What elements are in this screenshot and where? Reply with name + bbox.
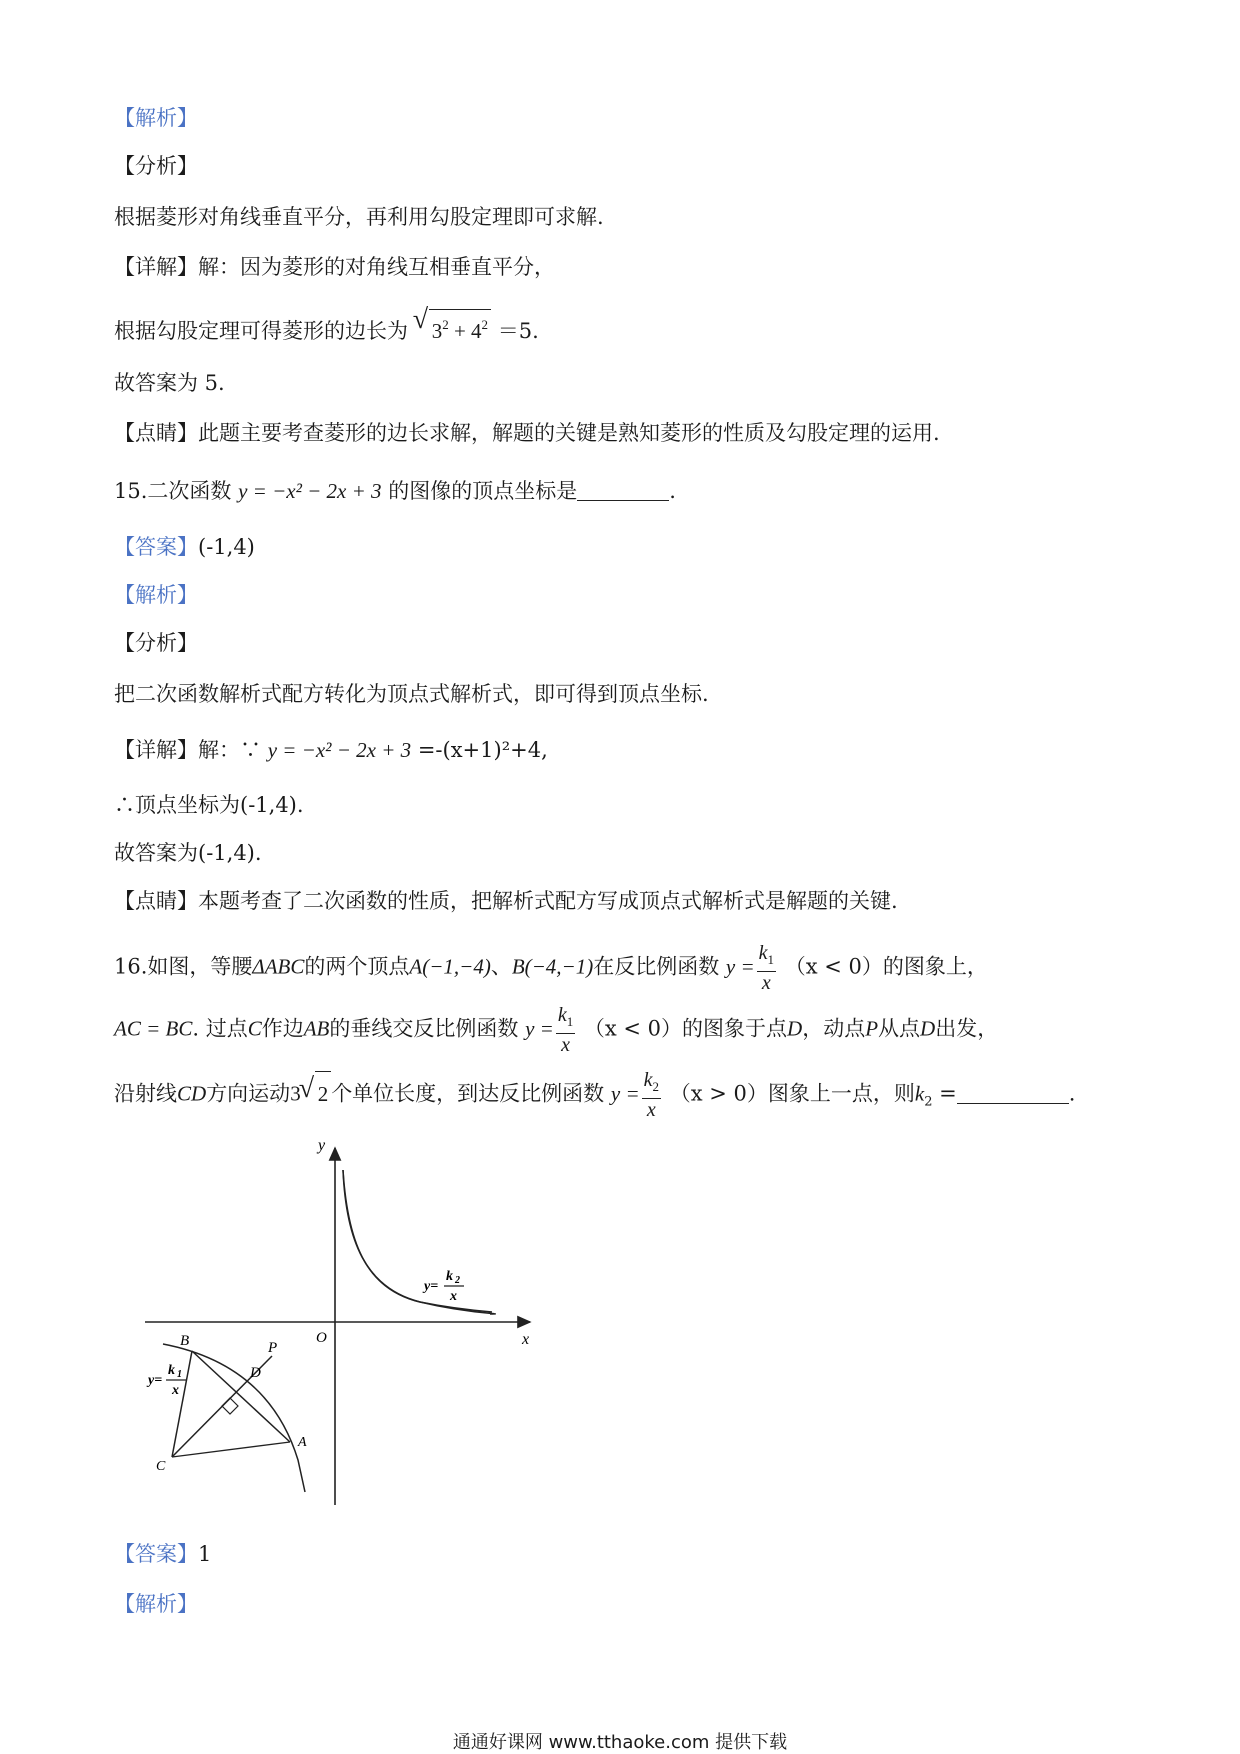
q16-answer [114,1539,211,1569]
q15-therefore: ∴顶点坐标为(-1,4). [114,793,304,817]
label-k2-sub: 2 [455,1275,460,1286]
q16-text: （x < 0）的图象于点 [583,1016,788,1041]
q15-fenxi-heading: 【分析】 [114,631,198,655]
q15-answer-label: 【答案】 [114,535,198,559]
q15-answer [114,532,255,562]
side-ca [172,1442,290,1457]
q16-line-3 [114,1069,1075,1125]
sqrt-expression: √ $3^2 + 4^2$ [415,309,491,346]
curve-k2 [343,1170,495,1314]
label-c: C [156,1459,166,1474]
jiexi-heading-1: 【解析】 [114,106,198,130]
q15-jiexi-heading: 【解析】 [114,583,198,607]
q15-answer-value: (-1,4) [198,535,255,559]
q16-point-b: B(−4,−1) [511,954,594,979]
label-k1: k [168,1363,175,1378]
label-y: y [318,1137,326,1154]
right-angle-mark [222,1398,238,1414]
q16-text: 个单位长度，到达反比例函数 [331,1081,605,1106]
q16-text: 出发， [935,1016,999,1041]
q16-text: （x < 0）的图象上， [784,954,988,979]
q16-text: . 过点 [192,1016,248,1041]
q15-xiangjie-formula: y = −x² − 2x + 3 [267,738,412,762]
q16-k-sub: 2 [924,1094,933,1110]
q16-point-d: D [787,1016,803,1041]
q15-fenxi-text: 把二次函数解析式配方转化为顶点式解析式，即可得到顶点坐标. [114,682,709,706]
label-x: x [522,1331,530,1348]
label-k2-eq: y= [424,1279,439,1294]
q16-y-eq: y = [725,954,755,979]
side-length-line [114,309,539,346]
q15-xiangjie-suffix: =-(x+1)²+4, [417,738,548,762]
page-footer: 通通好课网 www.tthaoke.com 提供下载 [452,1732,788,1753]
q16-frac-k1-2: $\frac{k_1}{x}$ [557,1004,574,1056]
q16-ac-bc: AC = BC [114,1016,193,1041]
q15-suffix: 的图像的顶点坐标是 [388,479,578,503]
label-o: O [316,1330,327,1346]
q16-coef: 3 [290,1081,301,1106]
xiangjie-text-1: 【详解】解：因为菱形的对角线互相垂直平分， [114,255,555,279]
label-k2-den: x [450,1289,457,1304]
q16-answer-value: 1 [198,1542,212,1566]
q16-line-1 [114,942,988,994]
fenxi-text-1: 根据菱形对角线垂直平分，再利用勾股定理即可求解. [114,205,604,229]
label-k2: k [446,1269,453,1284]
label-b: B [180,1333,190,1349]
label-p: P [268,1340,278,1356]
q16-text: 方向运动 [206,1081,291,1106]
q15-dianjing: 【点睛】本题考查了二次函数的性质，把解析式配方写成顶点式解析式是解题的关键. [114,889,898,913]
q16-equals: = [939,1081,957,1106]
q16-text: 在反比例函数 [593,954,720,979]
q16-k: k [914,1081,925,1106]
side-bc [172,1351,192,1457]
label-a: A [298,1435,307,1450]
q15-answer-blank [577,482,669,501]
label-k1-eq: y= [148,1373,163,1388]
q16-triangle: ΔABC [252,954,305,979]
q16-point-a: A(−1,−4) [409,954,491,979]
side-result: ＝5. [497,319,539,343]
label-d: D [250,1365,261,1381]
q16-text: 从点 [878,1016,921,1041]
q16-text: 16.如图，等腰 [114,954,253,979]
q16-side-ab: AB [303,1016,330,1041]
q15-prefix: 15.二次函数 [114,479,232,503]
q16-y-eq-3: y = [610,1081,640,1106]
q16-frac-k2: $\frac{k_2}{x}$ [643,1069,660,1121]
q16-text: （x > 0）图象上一点，则 [669,1081,915,1106]
q16-point-c: C [247,1016,262,1041]
side-ab [192,1351,290,1442]
q15-xiangjie [114,735,548,765]
q16-text: 沿射线 [114,1081,177,1106]
q16-jiexi-heading: 【解析】 [114,1592,198,1616]
q16-ray-cd: CD [177,1081,207,1106]
curve-k2-line [343,1170,492,1312]
q16-figure [130,1130,550,1510]
q16-sqrt2 [301,1071,332,1116]
q16-text: 、 [490,954,512,979]
q15-stem [114,476,676,506]
q16-text: 作边 [261,1016,304,1041]
q16-line-2 [114,1004,998,1056]
q16-radicand: 2 [315,1071,332,1116]
q16-text: 的两个顶点 [304,954,410,979]
answer-text-1: 故答案为 5. [114,371,225,395]
side-prefix: 根据勾股定理可得菱形的边长为 [114,319,408,343]
fenxi-heading-1: 【分析】 [114,154,198,178]
q16-period: . [1068,1081,1076,1106]
label-k1-sub: 1 [177,1369,182,1380]
curve-k1 [163,1344,305,1492]
q16-point-d: D [920,1016,936,1041]
q15-formula: y = −x² − 2x + 3 [238,479,382,503]
dianjing-text-1: 【点睛】此题主要考查菱形的边长求解，解题的关键是熟知菱形的性质及勾股定理的运用. [114,421,940,445]
q16-answer-label: 【答案】 [114,1542,198,1566]
label-k1-den: x [172,1383,179,1398]
q15-answer-text: 故答案为(-1,4). [114,841,262,865]
q16-point-p: P [865,1016,879,1041]
q16-y-eq-2: y = [525,1016,554,1041]
q15-period: . [669,479,676,503]
q16-answer-blank [957,1085,1069,1104]
q16-frac-k1: $\frac{k_1}{x}$ [758,942,775,994]
q15-xiangjie-prefix: 【详解】解：∵ [114,738,261,762]
q16-text: ，动点 [802,1016,866,1041]
q16-text: 的垂线交反比例函数 [329,1016,519,1041]
